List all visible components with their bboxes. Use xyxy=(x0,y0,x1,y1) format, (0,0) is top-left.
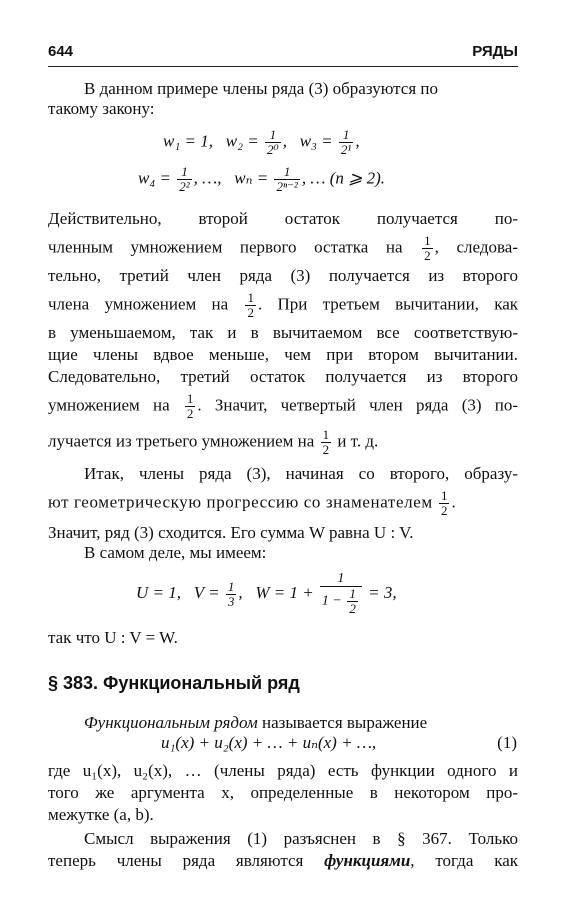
text-line: так что U : V = W. xyxy=(48,628,178,647)
fraction-half: $\frac{1}{2}$ xyxy=(247,290,254,320)
formula-w-row2: w₄ = $\frac{1}{\text{2²}}$ , …, wₙ = $\frac{1}{\text{2ⁿ⁻²}}$ , … (n ⩾ 2). xyxy=(138,164,386,194)
text-line: члена умножением на $\frac{1}{2}$ . При третьем вычитании, как xyxy=(48,290,519,320)
text-line: того же аргумента x, определенные в некотором про- xyxy=(48,783,518,802)
text-line: Итак, члены ряда (3), начиная со второго, образу- xyxy=(84,464,518,483)
text-line: Действительно, второй остаток получается по- xyxy=(48,209,518,228)
fraction-half: $\frac{1}{2}$ xyxy=(186,391,194,421)
text-line: В самом деле, мы имеем: xyxy=(84,543,267,562)
formula-series: u₁(x) + u₂(x) + … + uₙ(x) + …, xyxy=(161,733,377,752)
text-line: членным умножением первого остатка на $\frac{1}{2}$ , следова- xyxy=(48,233,518,263)
fraction-half: $\frac{1}{2}$ xyxy=(322,427,330,457)
fraction: $\frac{1}{\text{2²}}$ xyxy=(179,164,190,194)
section-title: § 383. Функциональный ряд xyxy=(48,673,300,693)
formula-uvw: U = 1, V = $\frac{1}{3}$ , W = 1 + 1 1 − $\frac{1}{2}$ = 3, xyxy=(136,571,397,616)
page-number: 644 xyxy=(48,43,74,60)
fraction-half: $\frac{1}{2}$ xyxy=(424,233,431,263)
text-line: ют геометрическую прогрессию со знаменателем $\frac{1}{2}$ . xyxy=(48,488,456,518)
fraction: $\frac{1}{\text{2⁰}}$ xyxy=(266,127,279,157)
formula-w-row1: w₁ = 1, w₂ = $\frac{1}{\text{2⁰}}$ , w₃ = $\frac{1}{\text{2¹}}$ , xyxy=(163,127,360,157)
fraction: $\frac{1}{\text{2¹}}$ xyxy=(340,127,352,157)
equation-number: (1) xyxy=(497,733,517,752)
fraction: $\frac{1}{\text{2ⁿ⁻²}}$ xyxy=(276,164,298,194)
fraction: $\frac{1}{3}$ xyxy=(227,578,235,609)
text-line: умножением на $\frac{1}{2}$ . Значит, четвертый член ряда (3) по- xyxy=(48,391,519,421)
text-line: в уменьшаемом, так и в вычитаемом все соответствую- xyxy=(48,323,518,342)
text-line: где u₁(x), u₂(x), … (члены ряда) есть функции одного и xyxy=(48,761,518,780)
text-line: Следовательно, третий остаток получается из второго xyxy=(48,367,518,386)
text-line: лучается из третьего умножением на $\frac{1}{2}$ и т. д. xyxy=(48,427,379,457)
text-line: межутке (a, b). xyxy=(48,805,154,824)
fraction-half: $\frac{1}{2}$ xyxy=(440,488,448,518)
header-rule xyxy=(48,66,518,67)
text-line: Функциональным рядом называется выражение xyxy=(84,713,428,732)
text-line: тельно, третий член ряда (3) получается из второго xyxy=(48,266,518,285)
text-line: Смысл выражения (1) разъяснен в § 367. Только xyxy=(84,829,518,848)
text-line: Значит, ряд (3) сходится. Его сумма W равна U : V. xyxy=(48,523,414,542)
text-line: щие члены вдвое меньше, чем при втором вычитании. xyxy=(48,345,518,364)
running-title: РЯДЫ xyxy=(472,43,518,60)
text-line: В данном примере члены ряда (3) образуются по xyxy=(84,79,439,98)
text-line: такому закону: xyxy=(48,99,155,118)
fraction-half: $\frac{1}{2}$ xyxy=(349,586,356,616)
fraction-compound: 1 1 − $\frac{1}{2}$ xyxy=(320,572,362,616)
text-line: теперь члены ряда являются функциями, тогда как xyxy=(48,851,518,870)
